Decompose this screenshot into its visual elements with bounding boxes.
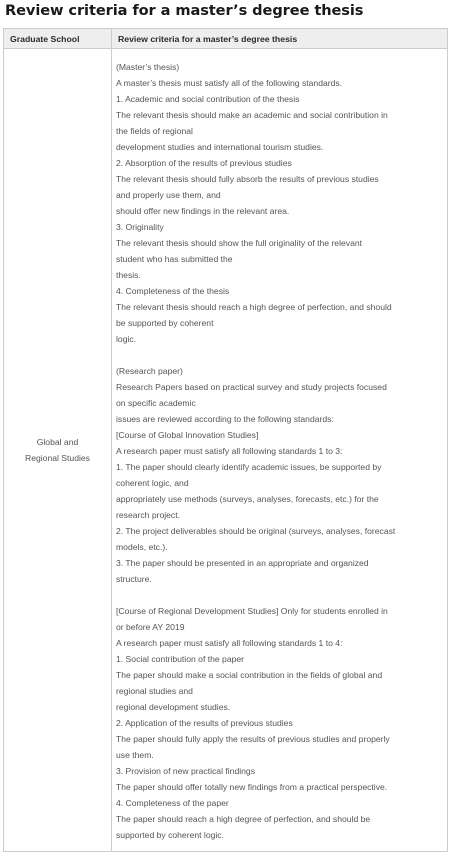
criteria-line: The paper should reach a high degree of perfection, and should be [116,814,371,824]
criteria-line: 2. Application of the results of previous studies [116,718,293,728]
criteria-line: 1. Social contribution of the paper [116,654,245,664]
criteria-line: (Research paper) [116,366,183,376]
criteria-line: or before AY 2019 [116,622,185,632]
criteria-text [116,57,447,843]
criteria-line: development studies and international tourism studies. [116,142,324,152]
criteria-line: regional development studies. [116,702,231,712]
criteria-line: 4. Completeness of the paper [116,798,229,808]
criteria-line [116,587,447,603]
criteria-line: Research Papers based on practical survey and study projects focused [116,382,387,392]
table-header-row [4,29,448,49]
criteria-line: 1. The paper should clearly identify academic issues, be supported by [116,462,382,472]
criteria-line: research project. [116,510,181,520]
page-title: Review criteria for a master’s degree thesis [5,2,364,19]
criteria-line: 2. Absorption of the results of previous studies [116,158,292,168]
criteria-line: should offer new findings in the relevant area. [116,206,290,216]
criteria-line: 1. Academic and social contribution of the thesis [116,94,300,104]
criteria-line: The relevant thesis should reach a high degree of perfection, and should [116,302,392,312]
header-graduate-school: Graduate School [4,29,112,49]
criteria-line: The paper should fully apply the results of previous studies and properly [116,734,390,744]
criteria-line: A research paper must satisfy all following standards 1 to 3: [116,446,343,456]
criteria-line: 3. Provision of new practical findings [116,766,256,776]
criteria-line: The paper should offer totally new findings from a practical perspective. [116,782,388,792]
criteria-line: logic. [116,334,137,344]
criteria-line: structure. [116,574,152,584]
criteria-line: [Course of Regional Development Studies] Only for students enrolled in [116,606,388,616]
criteria-line: (Master’s thesis) [116,62,180,72]
criteria-table [3,28,448,852]
criteria-line: The relevant thesis should show the full originality of the relevant [116,238,363,248]
criteria-line: The paper should make a social contribution in the fields of global and [116,670,383,680]
criteria-line: A research paper must satisfy all following standards 1 to 4: [116,638,343,648]
criteria-line: 4. Completeness of the thesis [116,286,230,296]
school-name-line: Global and [36,437,79,447]
criteria-line: A master’s thesis must satisfy all of the following standards. [116,78,343,88]
criteria-line: coherent logic, and [116,478,189,488]
criteria-line: appropriately use methods (surveys, analyses, forecasts, etc.) for the [116,494,379,504]
criteria-line: on specific academic [116,398,196,408]
table-row [4,49,448,852]
criteria-line: supported by coherent logic. [116,830,224,840]
criteria-line: models, etc.). [116,542,168,552]
criteria-line: the fields of regional [116,126,193,136]
criteria-line: student who has submitted the [116,254,233,264]
criteria-line: The relevant thesis should make an academic and social contribution in [116,110,388,120]
criteria-line: 3. Originality [116,222,164,232]
criteria-line: 2. The project deliverables should be original (surveys, analyses, forecast [116,526,396,536]
criteria-line: and properly use them, and [116,190,221,200]
criteria-line: [Course of Global Innovation Studies] [116,430,259,440]
criteria-line: The relevant thesis should fully absorb the results of previous studies [116,174,379,184]
criteria-line: use them. [116,750,154,760]
criteria-line: regional studies and [116,686,193,696]
criteria-line: be supported by coherent [116,318,214,328]
graduate-school-cell [4,49,112,852]
criteria-line [116,347,447,363]
criteria-line: issues are reviewed according to the following standards: [116,414,334,424]
school-name-line: Regional Studies [25,453,90,463]
criteria-line: 3. The paper should be presented in an appropriate and organized [116,558,369,568]
review-criteria-cell [112,49,448,852]
criteria-line: thesis. [116,270,141,280]
header-review-criteria: Review criteria for a master’s degree thesis [112,29,448,49]
